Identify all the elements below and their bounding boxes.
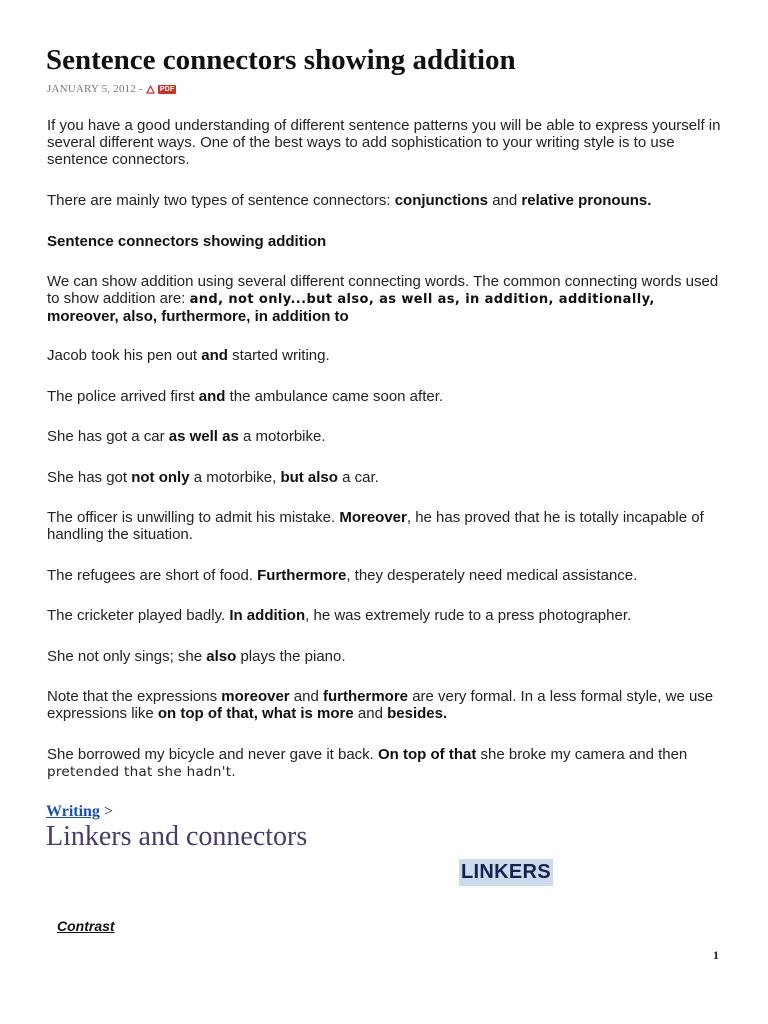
- example-9: She borrowed my bicycle and never gave it back. On top of that she broke my camera and then pretended that she hadn't.: [47, 746, 688, 780]
- example-5: The officer is unwilling to admit his mistake. Moreover, he has proved that he is totally incapable of handling the situation.: [47, 509, 704, 543]
- article-title: Sentence connectors showing addition: [46, 44, 516, 76]
- connectors-paragraph: [47, 273, 727, 325]
- contrast-label: Contrast: [57, 918, 115, 934]
- connectors-list: and, not only...but also, as well as, in addition, additionally,: [189, 292, 655, 307]
- example-7: The cricketer played badly. In addition, he was extremely rude to a press photographer.: [47, 607, 632, 624]
- pdf-link[interactable]: PDF: [159, 85, 175, 93]
- example-8: She not only sings; she also plays the piano.: [47, 648, 346, 665]
- types-paragraph: [47, 192, 727, 209]
- intro-paragraph: If you have a good understanding of different sentence patterns you will be able to express yourself in several different ways. One of the best ways to add sophistication to your writing style is to use sentence connectors.: [47, 117, 721, 168]
- section-title: Linkers and connectors: [46, 821, 308, 852]
- types-mid: and: [488, 192, 522, 209]
- connectors-lead: We can show addition using several different connecting words. The common connecting words used to show addition are:: [47, 273, 719, 307]
- term-relative-pronouns: relative pronouns.: [521, 192, 652, 209]
- subheading: Sentence connectors showing addition: [47, 233, 327, 250]
- linkers-heading: LINKERS: [459, 859, 553, 886]
- connectors-list-tail: moreover, also, furthermore, in addition to: [47, 308, 349, 325]
- example-6: The refugees are short of food. Furthermore, they desperately need medical assistance.: [47, 567, 638, 584]
- article-meta: [47, 83, 176, 95]
- example-4: She has got not only a motorbike, but also a car.: [47, 469, 379, 486]
- breadcrumb-writing-link[interactable]: Writing: [46, 803, 100, 820]
- formality-note: Note that the expressions moreover and furthermore are very formal. In a less formal style, we use expressions like on top of that, what is more and besides.: [47, 688, 714, 722]
- breadcrumb-separator: >: [99, 803, 113, 820]
- breadcrumb: [46, 803, 113, 821]
- example-1: Jacob took his pen out and started writing.: [47, 347, 330, 364]
- article-date: JANUARY 5, 2012 -: [47, 83, 143, 95]
- example-3: She has got a car as well as a motorbike.: [47, 428, 326, 445]
- page-number: 1: [713, 948, 719, 962]
- types-lead: There are mainly two types of sentence connectors:: [47, 192, 395, 209]
- term-conjunctions: conjunctions: [394, 192, 489, 209]
- pdf-icon[interactable]: [146, 85, 155, 94]
- example-2: The police arrived first and the ambulance came soon after.: [47, 388, 444, 405]
